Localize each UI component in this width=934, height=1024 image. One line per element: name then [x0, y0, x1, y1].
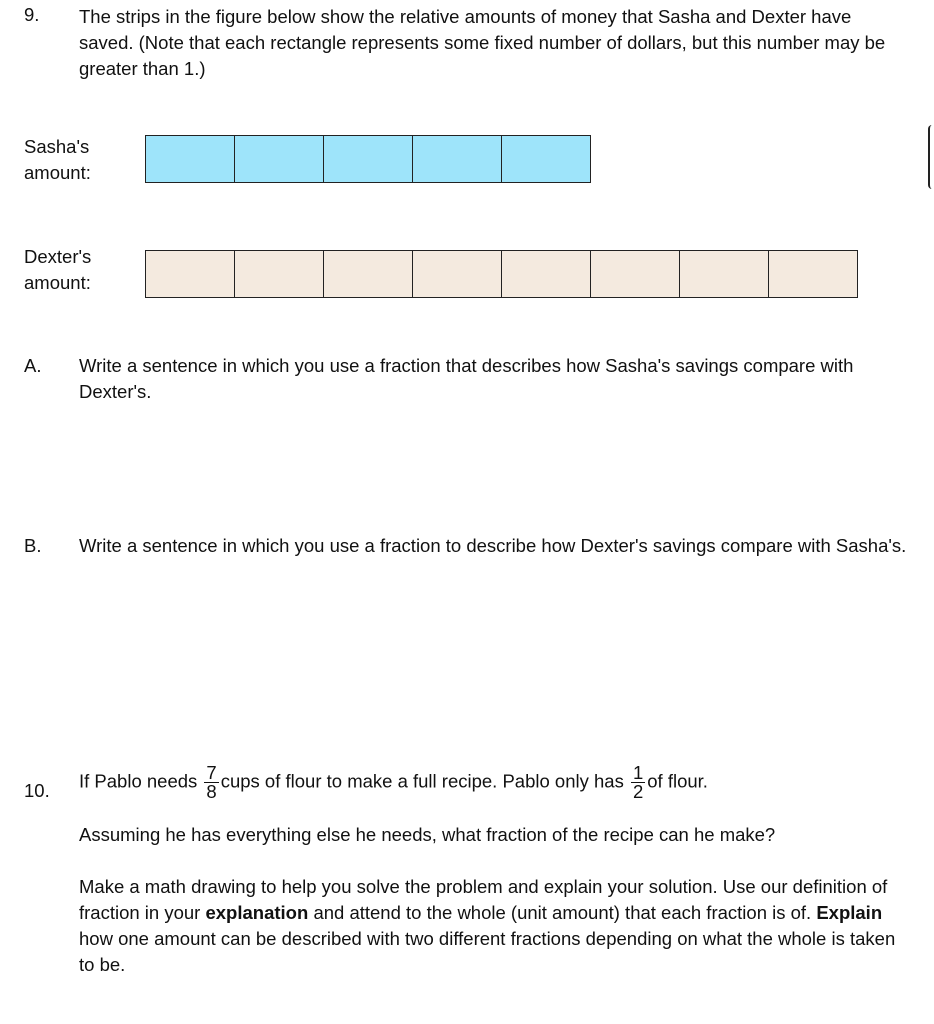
- strip-unit: [413, 251, 502, 297]
- strip-unit: [324, 136, 413, 182]
- strip-unit: [680, 251, 769, 297]
- dexter-strip: [145, 250, 858, 298]
- strip-unit: [591, 251, 680, 297]
- part-b-letter: B.: [24, 535, 42, 556]
- dexter-label: [24, 244, 91, 296]
- fraction-one-half: [631, 764, 645, 801]
- strip-unit: [769, 251, 857, 297]
- strip-unit: [235, 251, 324, 297]
- strip-unit: [502, 136, 590, 182]
- sasha-strip: [145, 135, 591, 183]
- strip-unit: [502, 251, 591, 297]
- part-a-text: Write a sentence in which you use a fraction that describes how Sasha's savings compare with Dexter's.: [79, 355, 854, 402]
- sasha-label: [24, 134, 91, 186]
- dexter-label-line1: Dexter's: [24, 246, 92, 267]
- part-a-letter: A.: [24, 355, 42, 376]
- strip-unit: [146, 136, 235, 182]
- fraction-seven-eighths: [204, 764, 218, 801]
- instr-bold-explain: Explain: [816, 902, 883, 923]
- fraction-denominator: 2: [632, 781, 644, 802]
- instr-text-2: and attend to the whole (unit amount) that each fraction is of.: [313, 902, 812, 923]
- q10-text-3: of flour.: [647, 770, 708, 792]
- question-10-instructions: [79, 874, 909, 978]
- q10-text-2: cups of flour to make a full recipe. Pablo only has: [220, 770, 624, 792]
- page-edge-bracket: [928, 125, 934, 189]
- instr-bold-explanation: explanation: [205, 902, 309, 923]
- strip-unit: [235, 136, 324, 182]
- sasha-label-line1: Sasha's: [24, 136, 90, 157]
- question-10-line2: Assuming he has everything else he needs, what fraction of the recipe can he make?: [79, 824, 776, 845]
- fraction-numerator: 7: [206, 762, 217, 783]
- dexter-label-line2: amount:: [24, 272, 91, 293]
- instr-text-1: Make a math drawing to help you solve the problem and explain your solution. Use our definition of fraction in your: [79, 876, 888, 923]
- question-10-number: 10.: [24, 780, 50, 801]
- strip-unit: [324, 251, 413, 297]
- sasha-label-line2: amount:: [24, 162, 91, 183]
- question-9-number: 9.: [24, 4, 40, 25]
- strip-unit: [413, 136, 502, 182]
- fraction-denominator: 8: [206, 781, 217, 802]
- question-10-line1: [79, 764, 708, 801]
- part-b-text: Write a sentence in which you use a fraction to describe how Dexter's savings compare with Sasha's.: [79, 535, 907, 556]
- instr-text-3: how one amount can be described with two different fractions depending on what the whole is taken to be.: [79, 928, 896, 975]
- question-9-prompt: The strips in the figure below show the relative amounts of money that Sasha and Dexter have saved. (Note that each rectangle represents some fixed number of dollars, but this number may be greater than 1.): [79, 6, 886, 79]
- strip-unit: [146, 251, 235, 297]
- q10-text-1: If Pablo needs: [79, 770, 198, 792]
- fraction-numerator: 1: [632, 762, 644, 783]
